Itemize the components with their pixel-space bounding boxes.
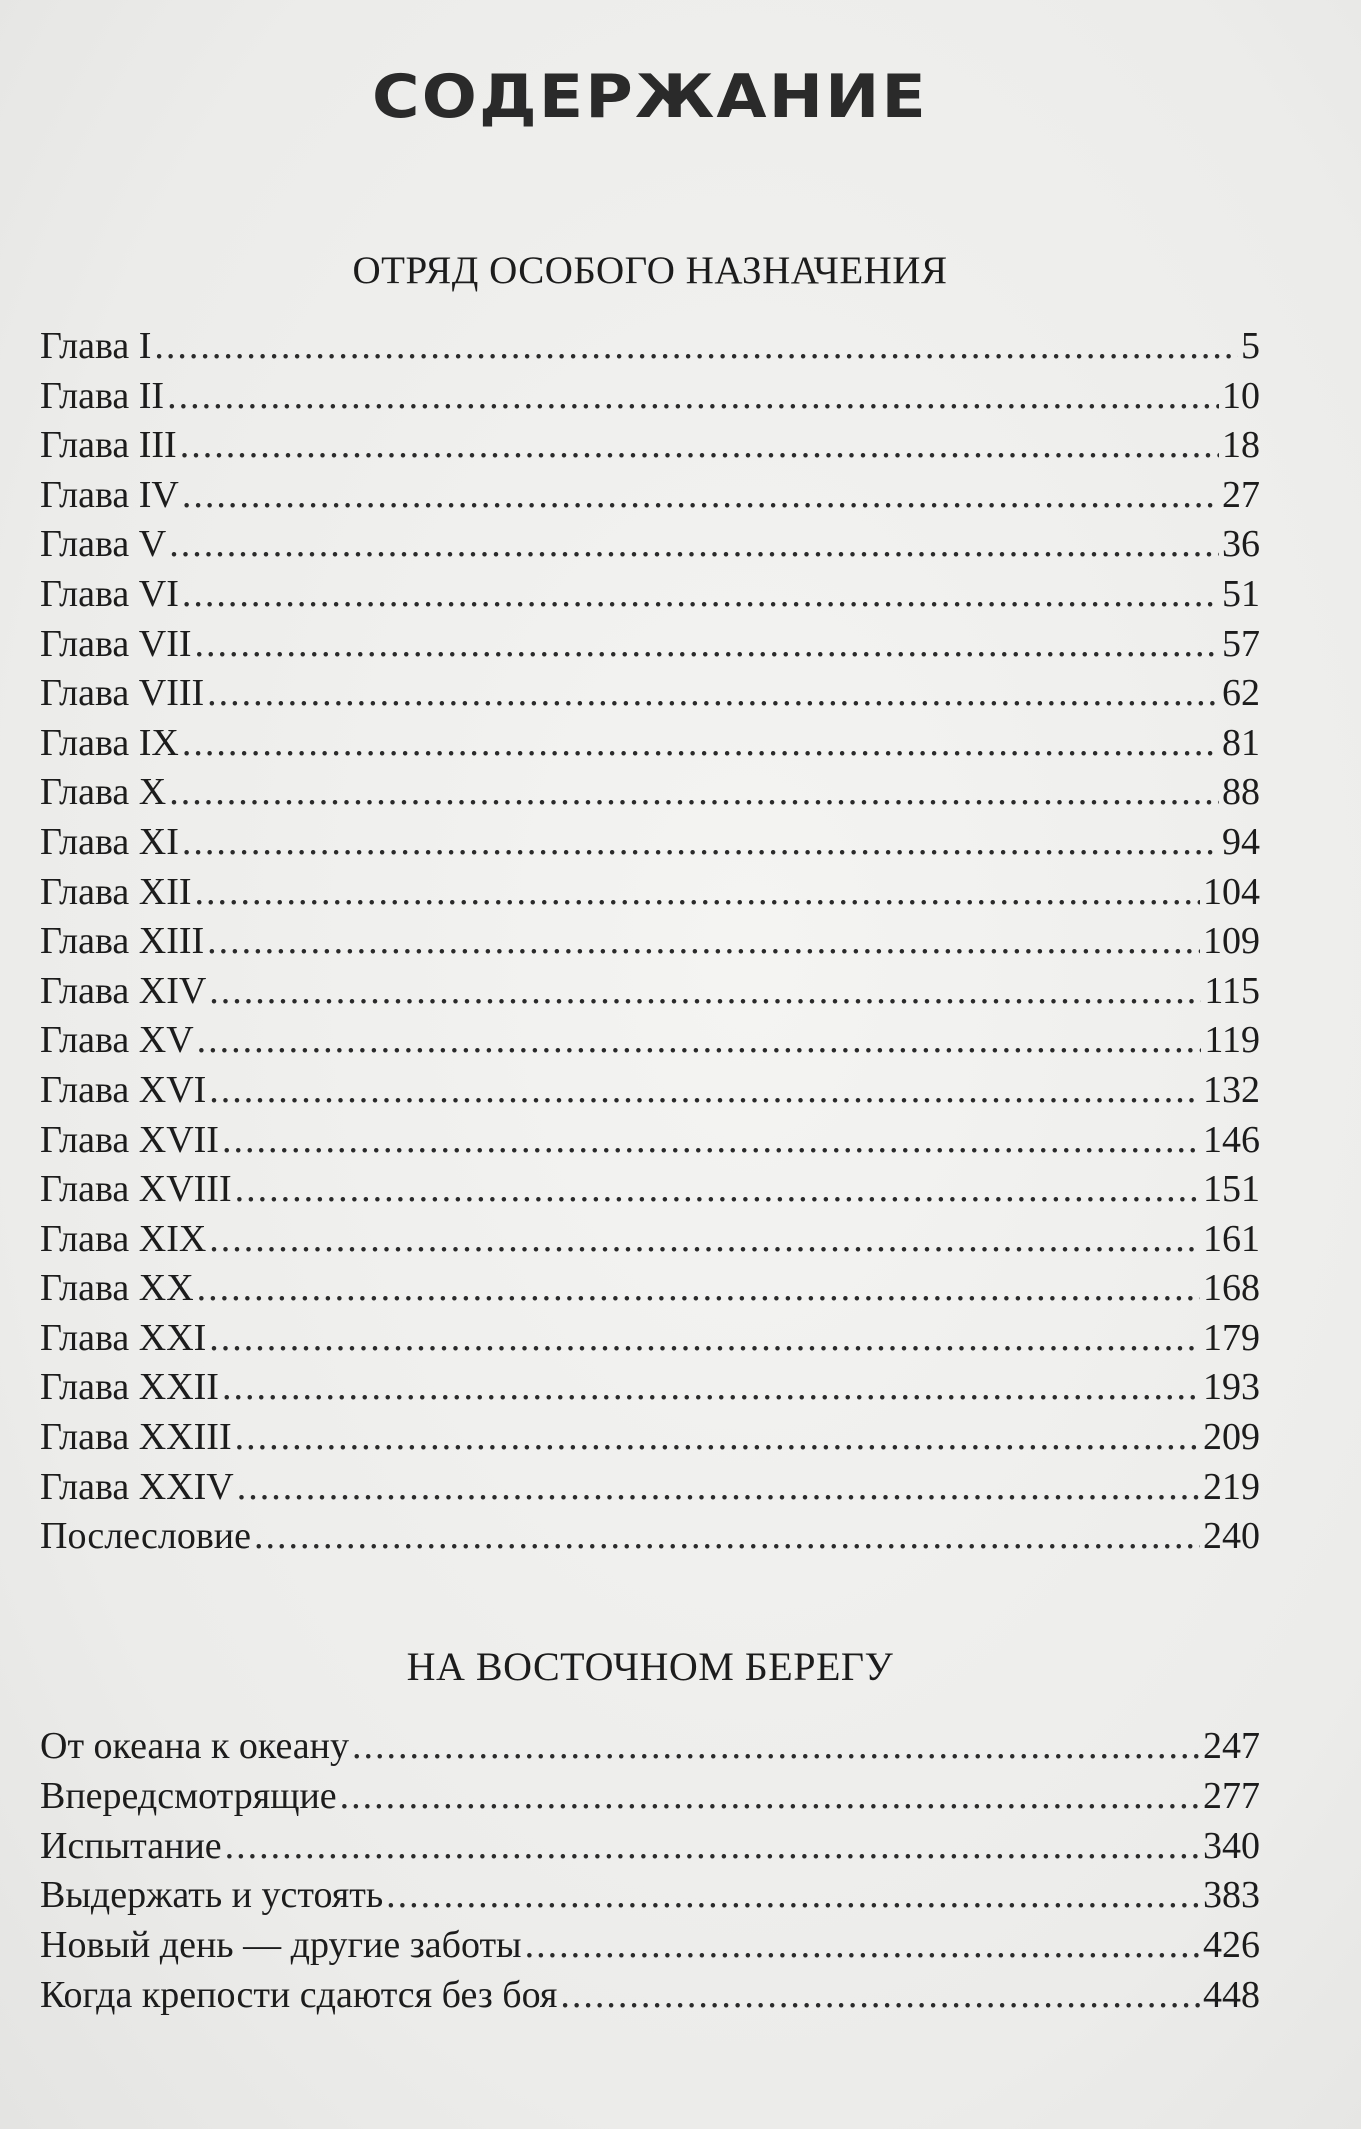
toc-row-glava-16 [40,1066,1260,1116]
toc-row-glava-5 [40,520,1260,570]
toc-label: Глава XIV [40,969,207,1012]
toc-leader-dots [182,570,1219,620]
toc-row-glava-7 [40,620,1260,670]
toc-row-afterword [40,1512,1260,1562]
toc-label: Глава V [40,523,167,566]
toc-leader-dots [167,372,1219,422]
toc-row-glava-9 [40,719,1260,769]
toc-label: Впередсмотрящие [40,1774,337,1817]
toc-page-number: 151 [1203,1168,1260,1211]
toc-row-glava-13 [40,917,1260,967]
toc-row-glava-12 [40,868,1260,918]
toc-leader-dots [182,719,1219,769]
toc-row-glava-21 [40,1314,1260,1364]
toc-page-number: 426 [1203,1924,1260,1967]
toc-label: От океана к океану [40,1725,349,1767]
toc-label: Глава X [40,771,167,814]
toc-leader-dots [222,1116,1200,1166]
toc-row-glava-4 [40,471,1260,521]
toc-row-part-5 [40,1921,1260,1971]
toc-label: Глава XXIV [40,1465,234,1508]
toc-label: Глава XXIII [40,1416,232,1459]
toc-page-number: 62 [1222,672,1260,715]
toc-page-number: 448 [1203,1973,1260,2016]
toc-row-glava-18 [40,1165,1260,1215]
page-title: СОДЕРЖАНИЕ [372,62,928,132]
toc-row-glava-19 [40,1215,1260,1265]
toc-row-part-1 [40,1722,1260,1772]
toc-label: Глава XII [40,870,192,913]
toc-page-number: 104 [1203,870,1260,913]
toc-label: Глава XI [40,820,179,863]
toc-label: Глава IX [40,721,179,764]
toc-row-glava-23 [40,1413,1260,1463]
toc-row-glava-10 [40,768,1260,818]
toc-label: Глава II [40,374,165,417]
toc-row-part-2 [40,1772,1260,1822]
toc-leader-dots [254,1512,1200,1562]
toc-leader-dots [225,1822,1200,1872]
toc-page-number: 240 [1203,1515,1260,1558]
toc-leader-dots [207,669,1219,719]
toc-leader-dots [209,1215,1200,1265]
toc-label: Глава XVII [40,1118,219,1161]
toc-page-number: 193 [1203,1366,1260,1409]
toc-label: Глава XIX [40,1217,207,1260]
toc-leader-dots [340,1772,1200,1822]
toc-leader-dots [209,1066,1200,1116]
toc-page-number: 161 [1203,1217,1260,1260]
section-title-2: НА ВОСТОЧНОМ БЕРЕГУ [406,1644,894,1689]
toc-leader-dots [560,1971,1200,2021]
toc-leader-dots [197,1016,1202,1066]
toc-label: Глава XX [40,1267,194,1310]
toc-leader-dots [525,1921,1200,1971]
toc-page-number: 36 [1222,523,1260,566]
toc-leader-dots [197,1264,1200,1314]
toc-label: Глава XXII [40,1366,219,1409]
toc-page-number: 57 [1222,622,1260,665]
toc-section-2 [40,1722,1260,2021]
toc-row-glava-6 [40,570,1260,620]
toc-label: Глава IV [40,473,179,516]
toc-row-part-3 [40,1822,1260,1872]
toc-label: Выдержать и устоять [40,1874,384,1917]
toc-section-1 [40,322,1260,1562]
toc-row-glava-14 [40,967,1260,1017]
toc-row-glava-2 [40,372,1260,422]
toc-label: Глава VIII [40,672,205,715]
toc-row-part-6 [40,1971,1260,2021]
toc-row-glava-1 [40,322,1260,372]
toc-leader-dots [182,471,1219,521]
toc-leader-dots [235,1413,1200,1463]
toc-leader-dots [195,620,1220,670]
toc-row-glava-15 [40,1016,1260,1066]
toc-label: Послесловие [40,1515,252,1558]
toc-leader-dots [169,768,1219,818]
toc-page-number: 168 [1203,1267,1260,1310]
toc-label: Глава XIII [40,920,205,963]
toc-page-number: 146 [1203,1118,1260,1161]
toc-label: Испытание [40,1824,222,1867]
toc-page-number: 132 [1203,1068,1260,1111]
toc-page-number: 18 [1222,424,1260,467]
toc-leader-dots [154,322,1238,372]
toc-page-number: 383 [1203,1874,1260,1917]
toc-page-number: 94 [1222,820,1260,863]
toc-leader-dots [237,1463,1200,1513]
toc-leader-dots [235,1165,1200,1215]
toc-leader-dots [352,1722,1200,1772]
toc-label: Глава VI [40,572,179,615]
toc-row-glava-11 [40,818,1260,868]
toc-leader-dots [182,818,1219,868]
toc-leader-dots [207,917,1200,967]
toc-page-number: 109 [1203,920,1260,963]
toc-row-glava-8 [40,669,1260,719]
toc-page-number: 81 [1222,721,1260,764]
toc-leader-dots [169,520,1219,570]
toc-page-number: 88 [1222,771,1260,814]
toc-page-number: 5 [1241,325,1260,367]
toc-label: Когда крепости сдаются без боя [40,1973,558,2016]
toc-label: Глава I [40,325,152,367]
toc-row-glava-24 [40,1463,1260,1513]
toc-page-number: 119 [1204,1019,1260,1062]
toc-row-glava-20 [40,1264,1260,1314]
toc-page-number: 340 [1203,1824,1260,1867]
toc-row-glava-3 [40,421,1260,471]
toc-label: Глава VII [40,622,192,665]
toc-page-number: 115 [1204,969,1260,1012]
toc-leader-dots [209,1314,1200,1364]
toc-page-number: 277 [1203,1774,1260,1817]
toc-label: Глава XVI [40,1068,207,1111]
toc-leader-dots [209,967,1201,1017]
toc-row-glava-22 [40,1363,1260,1413]
toc-label: Глава III [40,424,177,467]
toc-page-number: 51 [1222,572,1260,615]
section-title-1: ОТРЯД ОСОБОГО НАЗНАЧЕНИЯ [352,249,948,292]
toc-label: Новый день — другие заботы [40,1924,522,1967]
toc-page-number: 209 [1203,1416,1260,1459]
toc-leader-dots [386,1871,1200,1921]
toc-label: Глава XVIII [40,1168,232,1211]
toc-page-number: 179 [1203,1316,1260,1359]
toc-label: Глава XV [40,1019,194,1062]
toc-leader-dots [180,421,1219,471]
toc-leader-dots [195,868,1201,918]
toc-leader-dots [222,1363,1200,1413]
toc-row-part-4 [40,1871,1260,1921]
toc-page-number: 219 [1203,1465,1260,1508]
toc-row-glava-17 [40,1116,1260,1166]
toc-page-number: 10 [1222,374,1260,417]
toc-page-number: 27 [1222,473,1260,516]
toc-page-number: 247 [1203,1725,1260,1767]
toc-label: Глава XXI [40,1316,207,1359]
